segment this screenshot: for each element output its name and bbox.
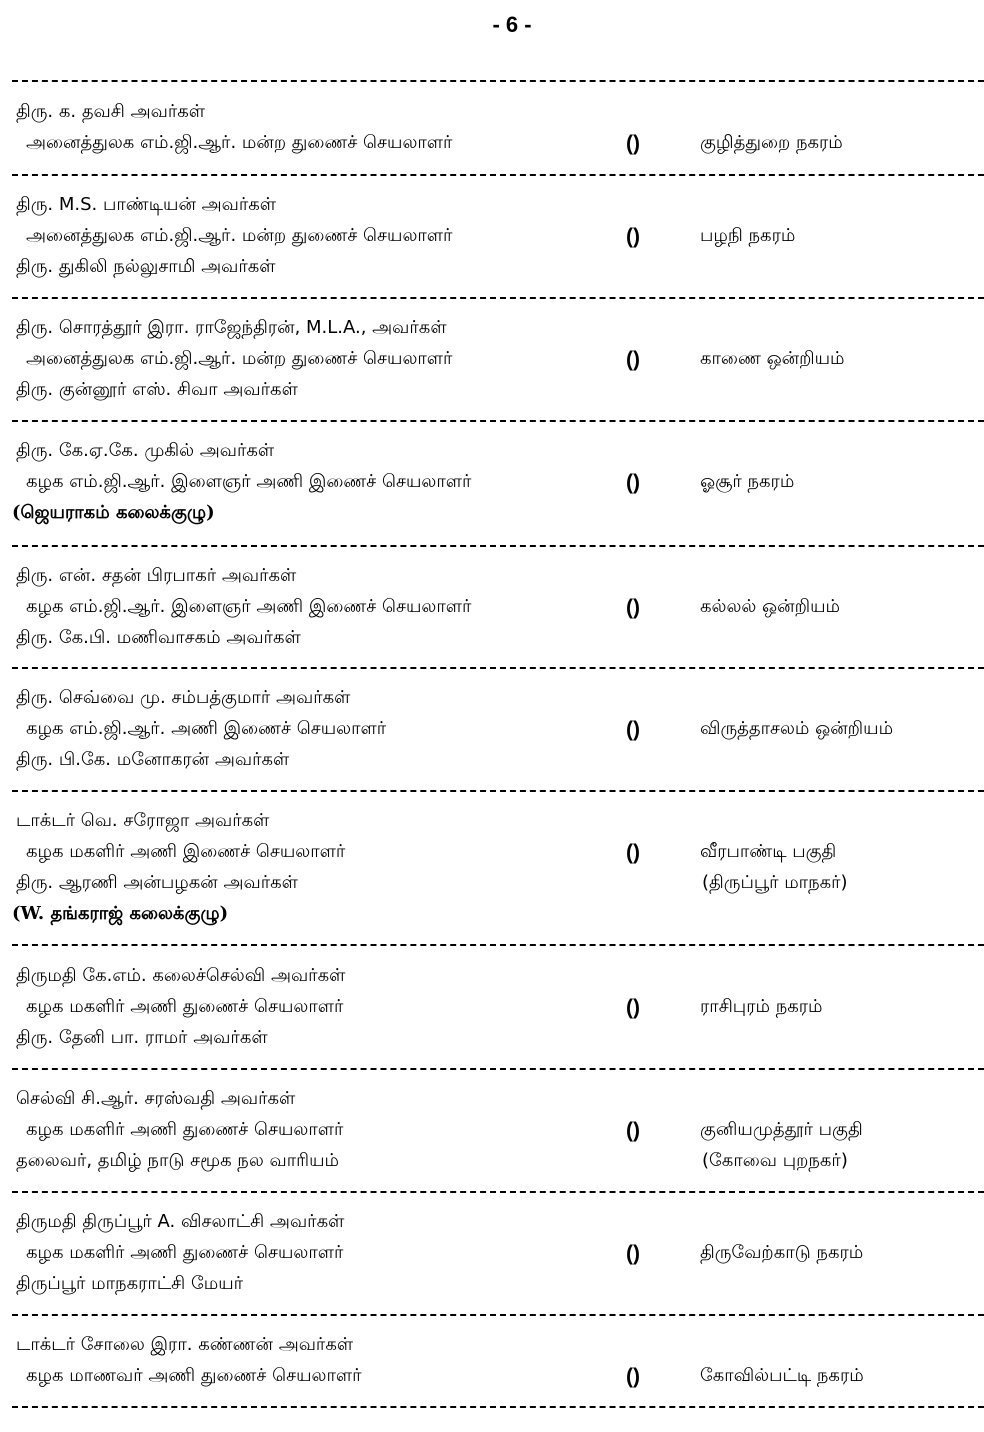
separator-line [12, 1406, 984, 1408]
entry-location: திருவேற்காடு நகரம் [700, 1242, 864, 1263]
entry-location: ராசிபுரம் நகரம் [700, 996, 823, 1017]
entry-extra: திரு. தேனி பா. ராமர் அவர்கள் [16, 1027, 268, 1048]
entry-role: கழக எம்.ஜி.ஆர். இளைஞர் அணி இணைச் செயலாளர் [26, 596, 472, 617]
separator-symbol: () [626, 996, 640, 1019]
entry-role: கழக மகளிர் அணி துணைச் செயலாளர் [26, 996, 344, 1017]
entry-role: கழக மகளிர் அணி துணைச் செயலாளர் [26, 1119, 344, 1140]
entry-extra: திருப்பூர் மாநகராட்சி மேயர் [16, 1273, 244, 1294]
entry-extra: திரு. பி.கே. மனோகரன் அவர்கள் [16, 749, 290, 770]
entry-role: கழக மாணவர் அணி துணைச் செயலாளர் [26, 1365, 362, 1386]
entry-location-note: (திருப்பூர் மாநகர்) [702, 872, 848, 893]
entry-location: வீரபாண்டி பகுதி [700, 841, 837, 862]
entry-name: திரு. சொரத்தூர் இரா. ராஜேந்திரன், M.L.A., அவர்கள் [16, 317, 447, 338]
separator-line [12, 667, 984, 669]
entry-troupe: (ஜெயராகம் கலைக்குழு) [12, 502, 215, 523]
entry-name: திரு. M.S. பாண்டியன் அவர்கள் [16, 194, 277, 215]
entry-extra: திரு. குன்னூர் எஸ். சிவா அவர்கள் [16, 379, 298, 400]
entry-extra: திரு. கே.பி. மணிவாசகம் அவர்கள் [16, 627, 301, 648]
entry-name: திரு. செவ்வை மு. சம்பத்குமார் அவர்கள் [16, 687, 351, 708]
entry-location: பழநி நகரம் [700, 225, 796, 246]
separator-symbol: () [626, 1242, 640, 1265]
separator-line [12, 80, 984, 82]
separator-line [12, 1191, 984, 1193]
entry-role: கழக எம்.ஜி.ஆர். அணி இணைச் செயலாளர் [26, 718, 387, 739]
entry-location: குனியமுத்தூர் பகுதி [700, 1119, 863, 1140]
entry-location: கோவில்பட்டி நகரம் [700, 1365, 864, 1386]
separator-line [12, 420, 984, 422]
entry-location: கல்லல் ஒன்றியம் [700, 596, 841, 617]
separator-line [12, 790, 984, 792]
entry-role: அனைத்துலக எம்.ஜி.ஆர். மன்ற துணைச் செயலாளர் [26, 348, 453, 369]
entry-name: டாக்டர் சோலை இரா. கண்ணன் அவர்கள் [16, 1334, 354, 1355]
entry-location: காணை ஒன்றியம் [700, 348, 845, 369]
entry-name: திரு. கே.ஏ.கே. முகில் அவர்கள் [16, 440, 275, 461]
entry-extra: தலைவர், தமிழ் நாடு சமூக நல வாரியம் [16, 1150, 340, 1171]
separator-symbol: () [626, 471, 640, 494]
separator-symbol: () [626, 348, 640, 371]
entry-role: அனைத்துலக எம்.ஜி.ஆர். மன்ற துணைச் செயலாளர் [26, 225, 453, 246]
entry-role: கழக எம்.ஜி.ஆர். இளைஞர் அணி இணைச் செயலாளர் [26, 471, 472, 492]
entry-name: திருமதி திருப்பூர் A. விசலாட்சி அவர்கள் [16, 1211, 345, 1232]
separator-symbol: () [626, 1365, 640, 1388]
separator-symbol: () [626, 132, 640, 155]
entry-extra: திரு. ஆரணி அன்பழகன் அவர்கள் [16, 872, 298, 893]
entry-name: திரு. க. தவசி அவர்கள் [16, 101, 205, 122]
separator-symbol: () [626, 1119, 640, 1142]
separator-line [12, 1068, 984, 1070]
entry-location-note: (கோவை புறநகர்) [702, 1150, 848, 1171]
entry-name: திருமதி கே.எம். கலைச்செல்வி அவர்கள் [16, 965, 346, 986]
page-number: - 6 - [492, 12, 532, 37]
separator-symbol: () [626, 225, 640, 248]
separator-symbol: () [626, 596, 640, 619]
separator-line [12, 944, 984, 946]
separator-line [12, 174, 984, 176]
entry-location: குழித்துறை நகரம் [700, 132, 843, 153]
entry-role: கழக மகளிர் அணி இணைச் செயலாளர் [26, 841, 346, 862]
separator-line [12, 1314, 984, 1316]
separator-symbol: () [626, 718, 640, 741]
separator-line [12, 297, 984, 299]
entry-name: செல்வி சி.ஆர். சரஸ்வதி அவர்கள் [16, 1088, 296, 1109]
entry-name: திரு. என். சதன் பிரபாகர் அவர்கள் [16, 565, 297, 586]
entry-role: அனைத்துலக எம்.ஜி.ஆர். மன்ற துணைச் செயலாளர் [26, 132, 453, 153]
entry-location: விருத்தாசலம் ஒன்றியம் [700, 718, 894, 739]
entry-extra: திரு. துகிலி நல்லுசாமி அவர்கள் [16, 256, 276, 277]
entry-name: டாக்டர் வெ. சரோஜா அவர்கள் [16, 810, 270, 831]
separator-line [12, 545, 984, 547]
entry-role: கழக மகளிர் அணி துணைச் செயலாளர் [26, 1242, 344, 1263]
entry-troupe: (W. தங்கராஜ் கலைக்குழு) [12, 903, 229, 924]
entry-location: ஓசூர் நகரம் [700, 471, 795, 492]
separator-symbol: () [626, 841, 640, 864]
